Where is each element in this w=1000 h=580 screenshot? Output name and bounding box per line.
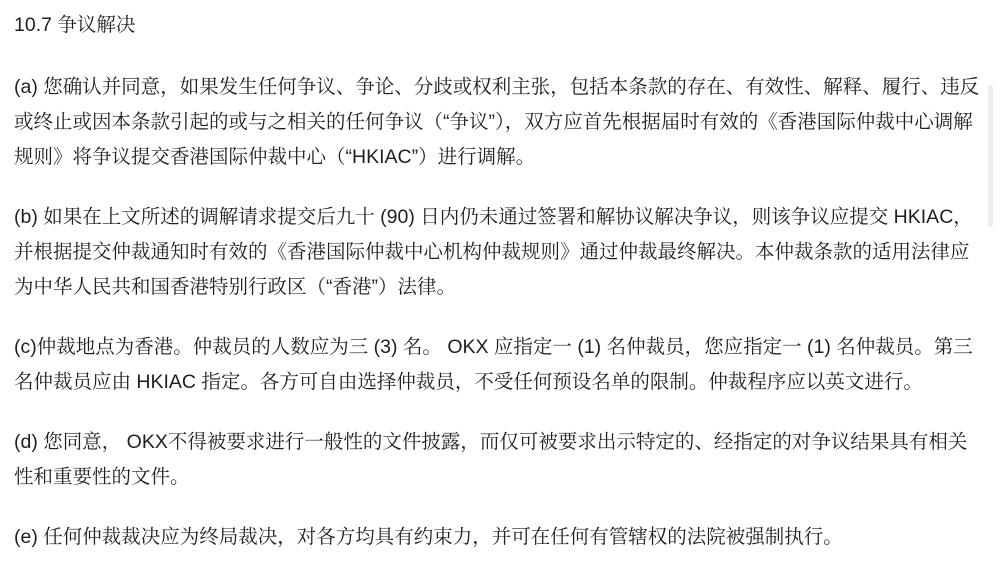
scrollbar-thumb[interactable] bbox=[988, 85, 993, 227]
clause-c: (c)仲裁地点为香港。仲裁员的人数应为三 (3) 名。 OKX 应指定一 (1) 名仲裁员，您应指定一 (1) 名仲裁员。第三名仲裁员应由 HKIAC 指定。各方可自由选择仲裁员，不受任何预设名单的限制。仲裁程序应以英文进行。 bbox=[14, 336, 973, 393]
section-heading: 10.7 争议解决 bbox=[14, 14, 136, 36]
terms-section bbox=[14, 8, 985, 555]
clause-d: (d) 您同意， OKX不得被要求进行一般性的文件披露，而仅可被要求出示特定的、经指定的对争议结果具有相关性和重要性的文件。 bbox=[14, 431, 968, 488]
clause-e: (e) 任何仲裁裁决应为终局裁决，对各方均具有约束力，并可在任何有管辖权的法院被强制执行。 bbox=[14, 526, 843, 548]
clause-b: (b) 如果在上文所述的调解请求提交后九十 (90) 日内仍未通过签署和解协议解决争议，则该争议应提交 HKIAC，并根据提交仲裁通知时有效的《香港国际仲裁中心机构仲裁规则》通过仲裁最终解决。本仲裁条款的适用法律应为中华人民共和国香港特别行政区（“香港”）法律。 bbox=[14, 206, 973, 298]
clause-a: (a) 您确认并同意，如果发生任何争议、争论、分歧或权利主张，包括本条款的存在、有效性、解释、履行、违反或终止或因本条款引起的或与之相关的任何争议（“争议”），双方应首先根据届时有效的《香港国际仲裁中心调解规则》将争议提交香港国际仲裁中心（“HKIAC”）进行调解。 bbox=[14, 76, 980, 168]
